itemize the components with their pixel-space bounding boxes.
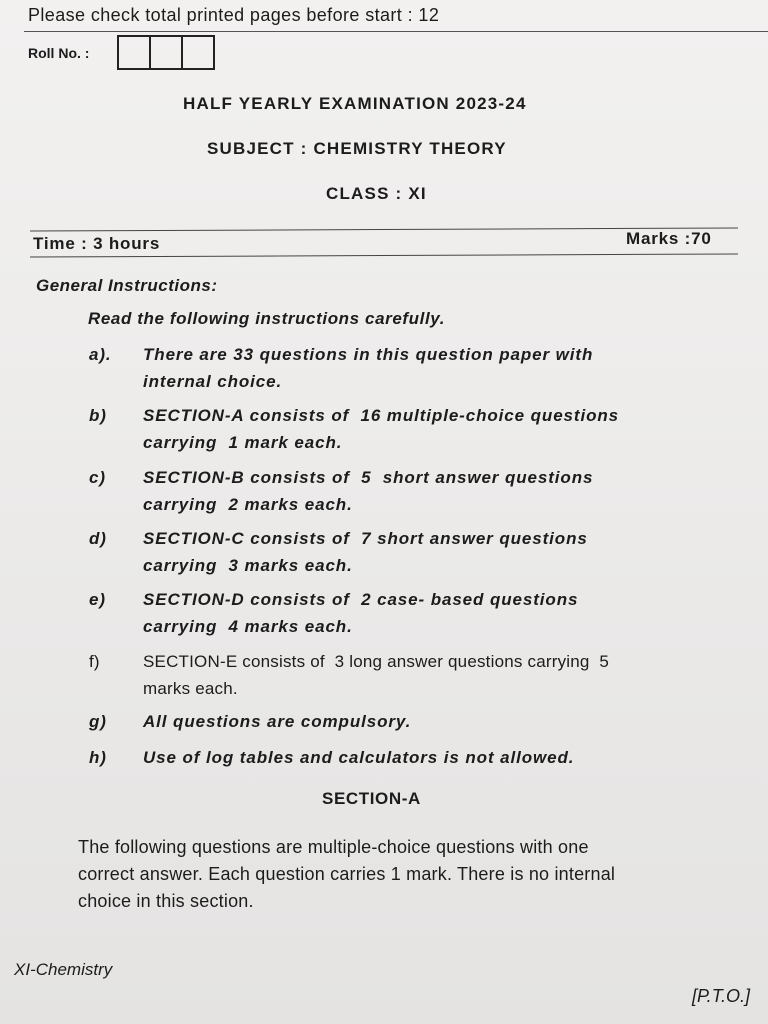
instruction-letter: g) — [89, 712, 107, 731]
instruction-text: All questions are compulsory. — [143, 712, 412, 731]
footer-pto: [P.T.O.] — [692, 986, 751, 1006]
instruction-text: There are 33 questions in this question paper with internal choice. — [143, 345, 594, 391]
instruction-item — [89, 708, 768, 735]
section-a-intro-line: choice in this section. — [78, 891, 254, 911]
instruction-letter: f) — [89, 652, 100, 671]
section-a-heading: SECTION-A — [322, 789, 421, 808]
page-count-note: Please check total printed pages before start : 12 — [28, 5, 440, 25]
roll-number-box — [181, 35, 215, 70]
instruction-letter: e) — [89, 590, 106, 609]
instruction-text: SECTION-C consists of 7 short answer questions carrying 3 marks each. — [143, 529, 588, 575]
time-marks-rule-bottom — [30, 253, 738, 257]
max-marks: Marks :70 — [626, 229, 712, 248]
instruction-item — [89, 464, 768, 518]
instruction-item — [89, 586, 768, 640]
instruction-text: SECTION-D consists of 2 case- based questions carrying 4 marks each. — [143, 590, 579, 636]
instruction-text: Use of log tables and calculators is not allowed. — [143, 748, 575, 767]
section-a-intro — [78, 834, 768, 915]
instruction-item — [89, 744, 768, 771]
class-title: CLASS : XI — [326, 184, 427, 203]
instruction-item — [89, 402, 768, 456]
section-a-intro-line: correct answer. Each question carries 1 mark. There is no internal — [78, 864, 616, 884]
instruction-text: SECTION-E consists of 3 long answer questions carrying 5 marks each. — [143, 652, 610, 698]
roll-number-box — [117, 35, 151, 70]
instruction-letter: h) — [89, 748, 107, 767]
roll-number-boxes — [117, 35, 213, 70]
instruction-item — [89, 341, 768, 395]
instruction-item — [89, 525, 768, 579]
instruction-letter: c) — [89, 468, 106, 487]
instruction-item — [89, 648, 768, 702]
subject-title: SUBJECT : CHEMISTRY THEORY — [207, 139, 507, 158]
instruction-letter: d) — [89, 529, 107, 548]
section-a-intro-line: The following questions are multiple-choice questions with one — [78, 837, 589, 857]
top-divider — [24, 31, 768, 32]
roll-number-label: Roll No. : — [28, 45, 90, 61]
instruction-letter: b) — [89, 406, 107, 425]
footer-subject: XI-Chemistry — [14, 960, 113, 979]
time-allowed: Time : 3 hours — [33, 234, 161, 253]
instruction-text: SECTION-A consists of 16 multiple-choice questions carrying 1 mark each. — [143, 406, 620, 452]
instructions-lead: Read the following instructions carefully. — [88, 309, 446, 328]
instructions-heading: General Instructions: — [36, 276, 218, 295]
roll-number-box — [149, 35, 183, 70]
instruction-letter: a). — [89, 345, 112, 364]
exam-title: HALF YEARLY EXAMINATION 2023-24 — [183, 94, 527, 113]
instruction-text: SECTION-B consists of 5 short answer questions carrying 2 marks each. — [143, 468, 594, 514]
